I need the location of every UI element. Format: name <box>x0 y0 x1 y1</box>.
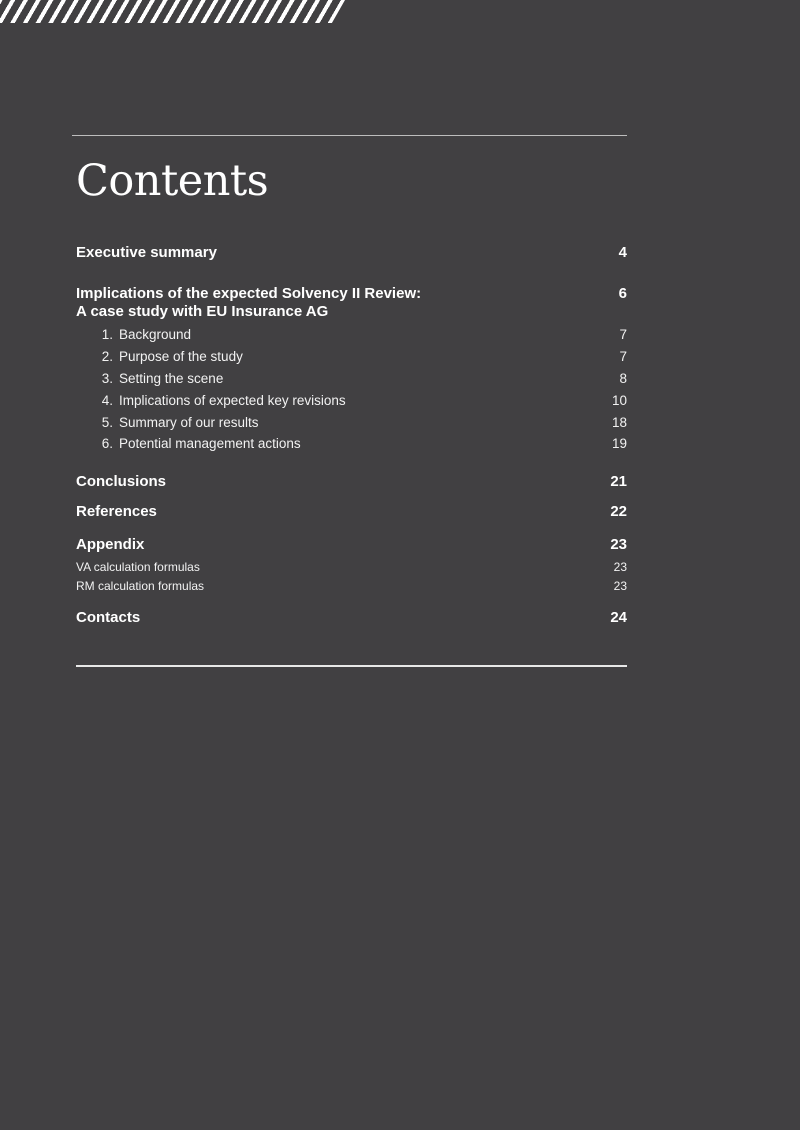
toc-appendix-item-label: RM calculation formulas <box>76 579 205 593</box>
toc-appendix-item-page: 23 <box>613 560 627 574</box>
toc-subentry-number: 1. <box>101 327 113 342</box>
toc-subentry[interactable] <box>76 349 627 365</box>
toc-subentry-number: 5. <box>101 415 113 430</box>
toc-appendix-item-page: 23 <box>613 579 627 593</box>
toc-entry-label-line1: Implications of the expected Solvency II Review: <box>76 285 422 302</box>
toc-entry-conclusions[interactable] <box>76 473 627 491</box>
toc-entry-page: 24 <box>610 609 627 626</box>
toc-subentry-label: Purpose of the study <box>119 349 243 364</box>
page-title: Contents <box>76 156 269 206</box>
toc-appendix-item[interactable] <box>76 579 627 594</box>
toc-entry-contacts[interactable] <box>76 609 627 627</box>
toc-appendix-item-label: VA calculation formulas <box>76 560 200 574</box>
toc-entry-label: Conclusions <box>76 473 167 490</box>
toc-subentry[interactable] <box>76 327 627 343</box>
toc-entry-page: 21 <box>610 473 627 490</box>
toc-subentry-label: Summary of our results <box>119 415 259 430</box>
toc-entry-label: Appendix <box>76 536 145 553</box>
bottom-divider <box>76 665 627 667</box>
toc-entry-label: Executive summary <box>76 244 217 261</box>
toc-subentry-page: 7 <box>619 327 627 342</box>
toc-entry-implications[interactable] <box>76 285 627 321</box>
toc-subentry-number: 3. <box>101 371 113 386</box>
toc-subentry-page: 18 <box>611 415 627 430</box>
toc-entry-label: Contacts <box>76 609 141 626</box>
toc-subentry-page: 19 <box>611 436 627 451</box>
toc-subentry[interactable] <box>76 415 627 431</box>
toc-subentry[interactable] <box>76 393 627 409</box>
toc-subentry-label: Implications of expected key revisions <box>119 393 346 408</box>
toc-entry-page: 4 <box>618 244 627 261</box>
toc-entry-page: 6 <box>618 285 627 302</box>
toc-appendix-item[interactable] <box>76 560 627 575</box>
toc-entry-page: 22 <box>610 503 627 520</box>
toc-entry-references[interactable] <box>76 503 627 521</box>
toc-subentry-label: Potential management actions <box>119 436 301 451</box>
toc-subentry[interactable] <box>76 436 627 452</box>
toc-entry-page: 23 <box>610 536 627 553</box>
toc-subentry-label: Setting the scene <box>119 371 224 386</box>
toc-subentry-label: Background <box>119 327 192 342</box>
toc-entry-label <box>76 285 421 321</box>
toc-entry-label: References <box>76 503 157 520</box>
top-divider <box>72 135 627 136</box>
toc-subentry[interactable] <box>76 371 627 387</box>
toc-subentry-page: 8 <box>619 371 627 386</box>
toc-subentry-number: 2. <box>101 349 113 364</box>
toc-subentry-number: 6. <box>101 436 113 451</box>
toc-subentry-page: 7 <box>619 349 627 364</box>
toc-entry-executive-summary[interactable] <box>76 244 627 262</box>
toc-subentry-page: 10 <box>611 393 627 408</box>
toc-entry-label-line2: A case study with EU Insurance AG <box>76 303 329 320</box>
toc-subentry-number: 4. <box>101 393 113 408</box>
toc-entry-appendix[interactable] <box>76 536 627 554</box>
decorative-stripes <box>0 0 345 23</box>
